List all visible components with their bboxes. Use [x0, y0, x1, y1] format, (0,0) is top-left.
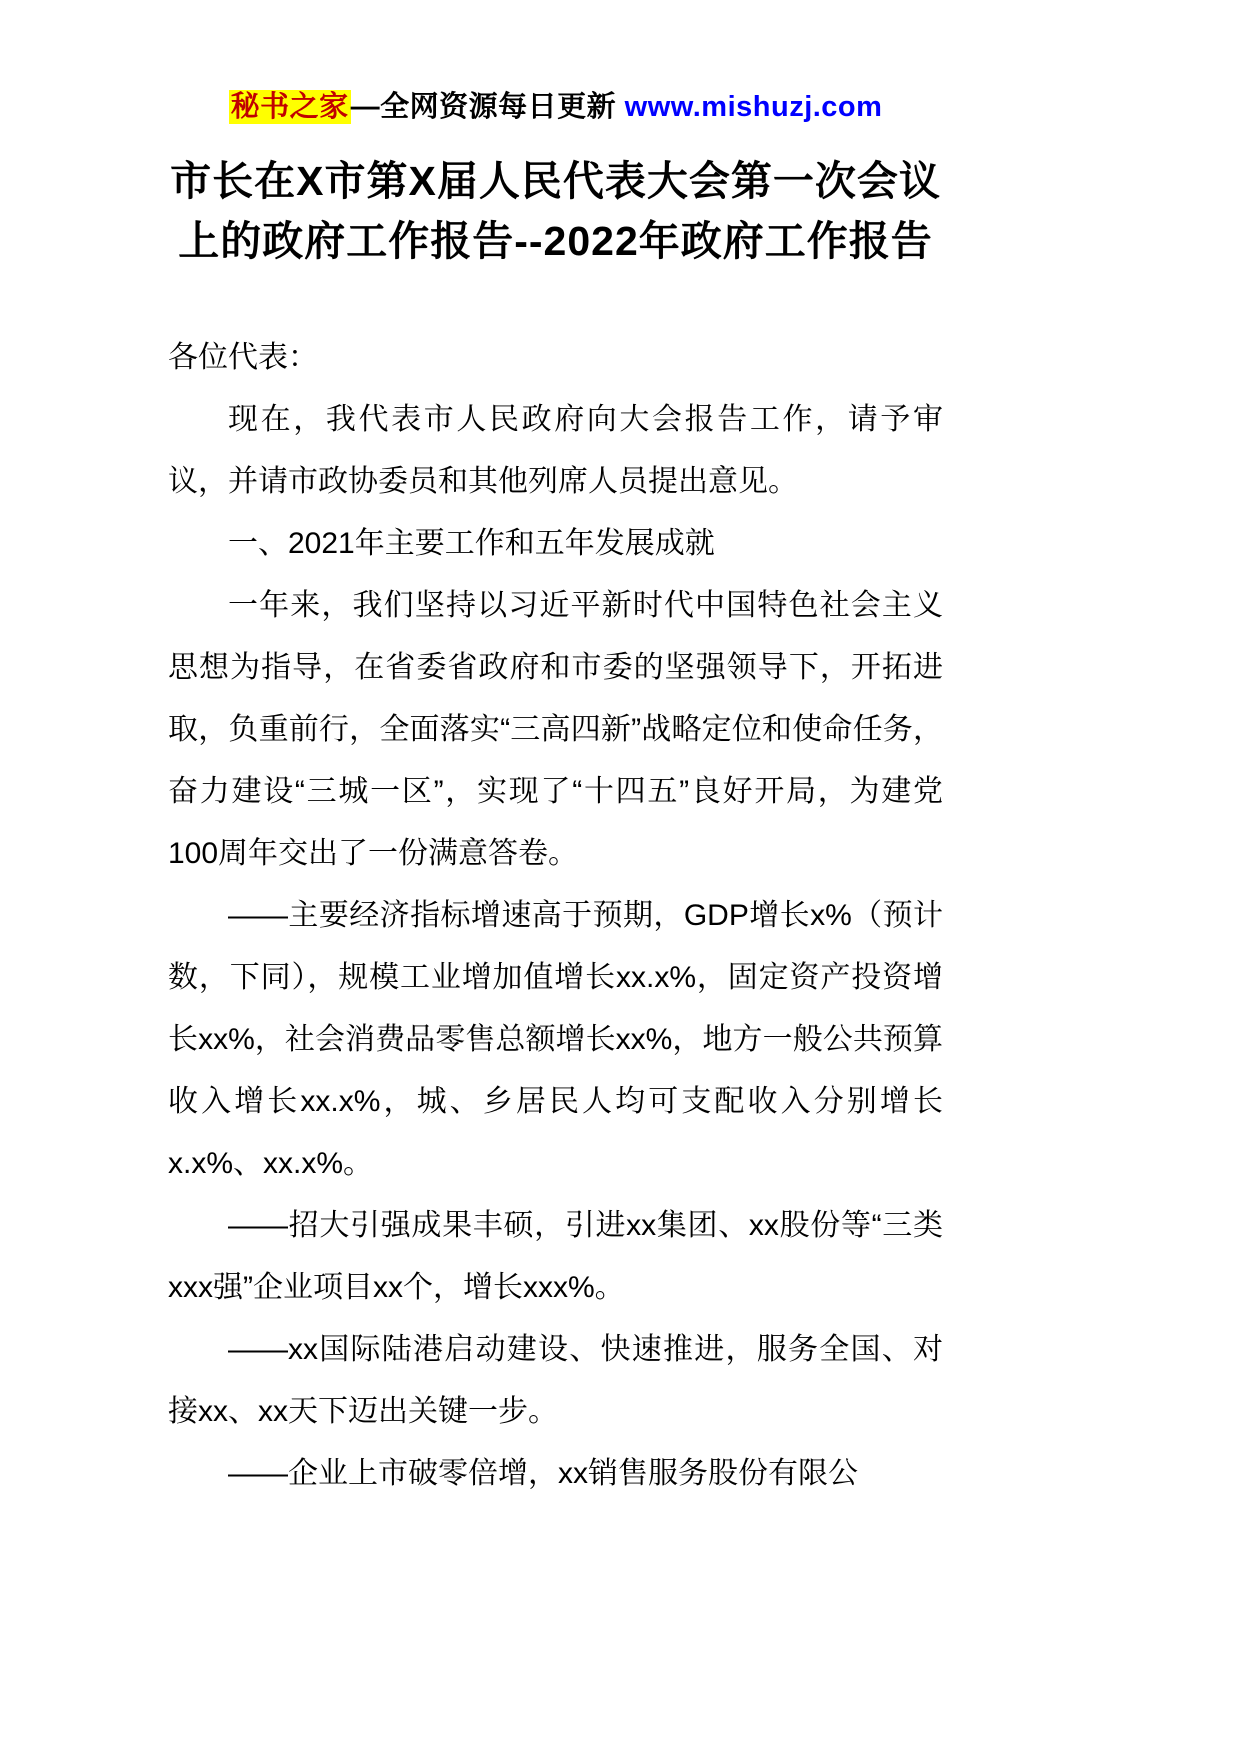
document-title-line2: 上的政府工作报告--2022年政府工作报告	[178, 218, 933, 264]
document-title	[168, 151, 943, 271]
paragraph-overview: 一年来，我们坚持以习近平新时代中国特色社会主义思想为指导，在省委省政府和市委的坚强领导下，开拓进取，负重前行，全面落实“三高四新”战略定位和使命任务，奋力建设“三城一区”，实现了“十四五”良好开局，为建党100周年交出了一份满意答卷。	[168, 589, 943, 870]
paragraph-ipo: ——企业上市破零倍增，xx销售服务股份有限公	[228, 1457, 858, 1490]
site-tagline: —全网资源每日更新	[350, 91, 625, 123]
site-header	[168, 0, 943, 125]
paragraph-economic-indicators: ——主要经济指标增速高于预期，GDP增长x%（预计数，下同），规模工业增加值增长xx.x%，固定资产投资增长xx%，社会消费品零售总额增长xx%，地方一般公共预算收入增长xx.x%，城、乡居民人均可支配收入分别增长x.x%、xx.x%。	[168, 899, 943, 1180]
paragraph-section-heading: 一、2021年主要工作和五年发展成就	[228, 527, 715, 560]
document-body	[168, 327, 943, 1505]
site-brand: 秘书之家	[230, 91, 349, 123]
document-content	[168, 0, 943, 1505]
paragraph-investment: ——招大引强成果丰硕，引进xx集团、xx股份等“三类xxx强”企业项目xx个，增长xxx%。	[168, 1209, 943, 1304]
site-url-link[interactable]: www.mishuzj.com	[624, 91, 883, 123]
paragraph-land-port: ——xx国际陆港启动建设、快速推进，服务全国、对接xx、xx天下迈出关键一步。	[168, 1333, 943, 1428]
paragraph-salutation: 各位代表：	[168, 341, 318, 374]
paragraph-intro: 现在，我代表市人民政府向大会报告工作，请予审议，并请市政协委员和其他列席人员提出意见。	[168, 403, 943, 498]
document-title-line1: 市长在X市第X届人民代表大会第一次会议	[170, 158, 941, 204]
